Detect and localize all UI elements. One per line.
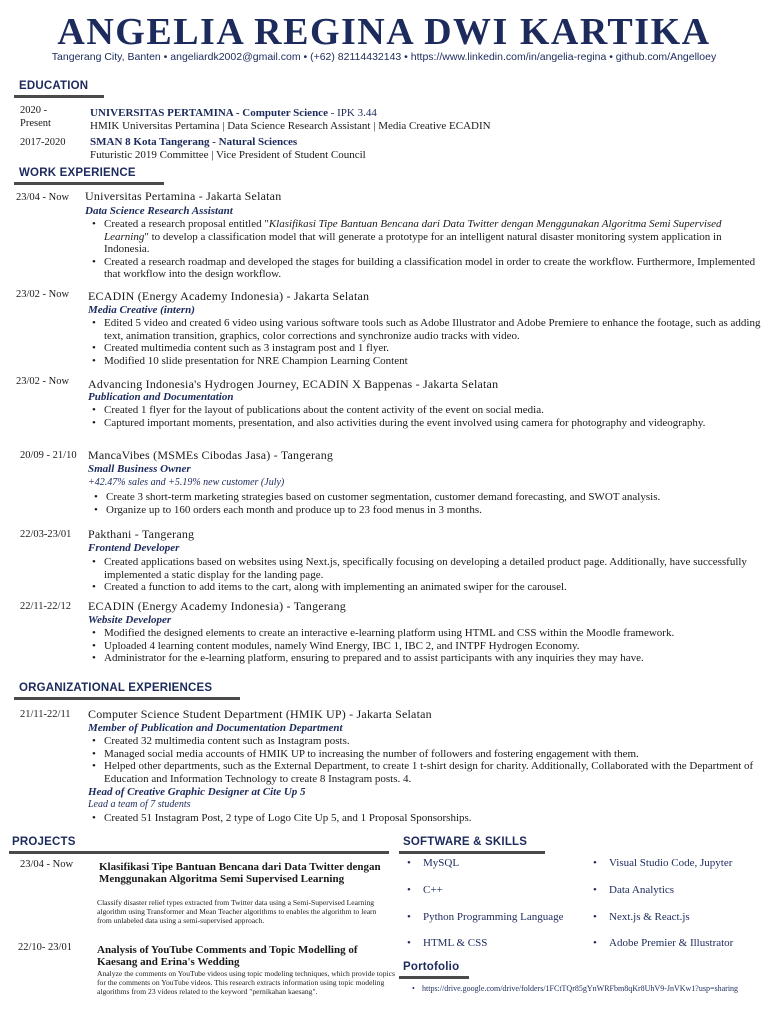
skill-item: • HTML & CSS [423, 937, 487, 949]
job-metric: +42.47% sales and +5.19% new customer (July) [88, 477, 285, 488]
org-role: Member of Publication and Documentation Department [88, 722, 343, 734]
job-bullets [90, 218, 764, 281]
skill-item: • Next.js & React.js [609, 911, 690, 923]
job-bullets [92, 491, 766, 516]
edu-date: Present [20, 118, 51, 129]
list-item: • Created 1 flyer for the layout of publications about the content activity of the event on social media. [104, 404, 764, 417]
list-item: • Managed social media accounts of HMIK UP to increasing the number of followers and fostering engagement with them. [104, 748, 764, 761]
job-bullets [90, 556, 764, 594]
list-item: • Create 3 short-term marketing strategies based on customer segmentation, customer demand forecasting, and SWOT analysis. [106, 491, 766, 504]
section-rule [9, 851, 389, 854]
org-role: Head of Creative Graphic Designer at Cite Up 5 [88, 786, 306, 798]
list-item: • Created applications based on websites using Next.js, specifically focusing on developing a detailed product page. Additionally, have successfully implemented a static display for the landing page. [104, 556, 764, 581]
list-item: • Created a research proposal entitled "Klasifikasi Tipe Bantuan Bencana dari Data Twitter dengan Menggunakan Algoritma Semi Supervised Learning" to develop a classification model that will generate a prototype for an intelligent natural disaster monitoring system application in Indonesia. [104, 218, 764, 256]
portfolio-link[interactable]: • https://drive.google.com/drive/folders/1FCtTQr85gYnWRFbm8qKr8UhV9-JnVKw1?usp=sharing [422, 983, 752, 994]
section-rule [14, 95, 104, 98]
list-item: • Helped other departments, such as the External Department, to create 1 t-shirt design for charity. Additionally, Collaborated with the Department of Education and Information Technology to create 8 Instagram posts. 4. [104, 760, 764, 785]
edu-gpa: - IPK 3.44 [327, 107, 377, 119]
section-rule [399, 851, 545, 854]
project-title: Analysis of YouTube Comments and Topic Modelling of Kaesang and Erina's Wedding [97, 944, 358, 969]
job-organization: Advancing Indonesia's Hydrogen Journey, ECADIN X Bappenas - Jakarta Selatan [88, 377, 499, 391]
list-item: • Administrator for the e-learning platform, ensuring to prepared and to assist participants with any inquiries they may have. [104, 652, 764, 665]
skill-item: • Data Analytics [609, 884, 674, 896]
org-bullets [90, 735, 764, 785]
job-bullets [90, 404, 764, 429]
job-role: Frontend Developer [88, 542, 180, 554]
project-date: 23/04 - Now [20, 859, 74, 870]
section-title-portfolio: Portofolio [403, 961, 460, 973]
list-item: • Modified 10 slide presentation for NRE Champion Learning Content [104, 355, 764, 368]
job-role: Website Developer [88, 614, 172, 626]
contact-line: Tangerang City, Banten • angeliardk2002@gmail.com • (+62) 82114432143 • https://www.linkedin.com/in/angelia-regina • github.com/Angelloey [51, 51, 717, 63]
org-date: 21/11-22/11 [20, 709, 71, 720]
edu-institution [90, 107, 377, 120]
org-bullets [90, 812, 764, 825]
job-date: 22/11-22/12 [20, 601, 71, 612]
job-date: 22/03-23/01 [20, 529, 72, 540]
project-title: Klasifikasi Tipe Bantuan Bencana dari Data Twitter dengan Menggunakan Algoritma Semi Supervised Learning [99, 861, 381, 886]
project-description: Analyze the comments on YouTube videos using topic modeling techniques, which provide topics for the comments on YouTube videos. This research extracts information using topic modeling algorithms from 23 videos related to the keyword "pernikahan kaesang". [97, 969, 395, 997]
project-date: 22/10- 23/01 [18, 942, 72, 953]
job-role: Media Creative (intern) [88, 304, 195, 316]
skill-item: • MySQL [423, 857, 459, 869]
list-item: • Uploaded 4 learning content modules, namely Wind Energy, IBC 1, IBC 2, and INTPF Hydrogen Economy. [104, 640, 764, 653]
job-date: 23/02 - Now [16, 289, 70, 300]
list-item: • Modified the designed elements to create an interactive e-learning platform using HTML and CSS within the Moodle framework. [104, 627, 764, 640]
section-rule [14, 697, 240, 700]
list-item: • Edited 5 video and created 6 video using various software tools such as Adobe Illustrator and Adobe Premiere to enhance the footage, such as adding text, animation transition, graphics, color corrections and synchronize audio tracks with video. [104, 317, 764, 342]
list-item: • Created multimedia content such as 3 instagram post and 1 flyer. [104, 342, 764, 355]
job-organization: MancaVibes (MSMEs Cibodas Jasa) - Tangerang [88, 448, 334, 462]
edu-date: 2017-2020 [20, 137, 66, 148]
job-organization: Universitas Pertamina - Jakarta Selatan [85, 189, 282, 203]
section-rule [14, 182, 164, 185]
section-title-skills: SOFTWARE & SKILLS [403, 836, 528, 848]
list-item: • Created a function to add items to the cart, along with implementing an animated swiper for the carousel. [104, 581, 764, 594]
job-organization: ECADIN (Energy Academy Indonesia) - Jakarta Selatan [88, 289, 370, 303]
edu-institution-name: UNIVERSITAS PERTAMINA - Computer Science [90, 107, 328, 119]
job-role: Small Business Owner [88, 463, 191, 475]
job-date: 20/09 - 21/10 [20, 450, 77, 461]
skill-item: • Python Programming Language [423, 911, 564, 923]
job-bullets [90, 317, 764, 367]
job-date: 23/02 - Now [16, 376, 70, 387]
candidate-name: ANGELIA REGINA DWI KARTIKA [57, 11, 711, 53]
org-subtext: Lead a team of 7 students [88, 799, 191, 810]
edu-date: 2020 - [20, 105, 48, 116]
list-item: • Organize up to 160 orders each month and produce up to 23 food menus in 3 months. [106, 504, 766, 517]
list-item: • Captured important moments, presentation, and also activities during the event involved using camera for photography and videography. [104, 417, 764, 430]
section-title-projects: PROJECTS [12, 836, 76, 848]
job-role: Data Science Research Assistant [85, 205, 233, 217]
skill-item: • C++ [423, 884, 443, 896]
job-role: Publication and Documentation [88, 391, 234, 403]
edu-detail: HMIK Universitas Pertamina | Data Science Research Assistant | Media Creative ECADIN [90, 120, 491, 132]
edu-institution-name: SMAN 8 Kota Tangerang - Natural Sciences [90, 136, 298, 148]
job-organization: Pakthani - Tangerang [88, 527, 195, 541]
section-title-organizational: ORGANIZATIONAL EXPERIENCES [19, 682, 213, 694]
job-date: 23/04 - Now [16, 192, 70, 203]
section-title-education: EDUCATION [19, 80, 89, 92]
skill-item: • Visual Studio Code, Jupyter [609, 857, 732, 869]
section-rule [399, 976, 469, 979]
list-item: • Created a research roadmap and developed the stages for building a classification model in order to create the workflow. Furthermore, Implemented that workflow into the design workflow. [104, 256, 764, 281]
edu-detail: Futuristic 2019 Committee | Vice President of Student Council [90, 149, 366, 161]
edu-institution [90, 136, 297, 149]
org-organization: Computer Science Student Department (HMIK UP) - Jakarta Selatan [88, 707, 432, 721]
project-description: Classify disaster relief types extracted from Twitter data using a Semi-Supervised Learning algorithm using Transformer and Mean Teacher algorithms to enables the algorithm to learn from unlabeled data using a semi-supervised approach. [97, 898, 377, 926]
skill-item: • Adobe Premier & Illustrator [609, 937, 733, 949]
job-organization: ECADIN (Energy Academy Indonesia) - Tangerang [88, 599, 346, 613]
list-item: • Created 32 multimedia content such as Instagram posts. [104, 735, 764, 748]
job-bullets [90, 627, 764, 665]
list-item: • Created 51 Instagram Post, 2 type of Logo Cite Up 5, and 1 Proposal Sponsorships. [104, 812, 764, 825]
section-title-work: WORK EXPERIENCE [19, 167, 136, 179]
